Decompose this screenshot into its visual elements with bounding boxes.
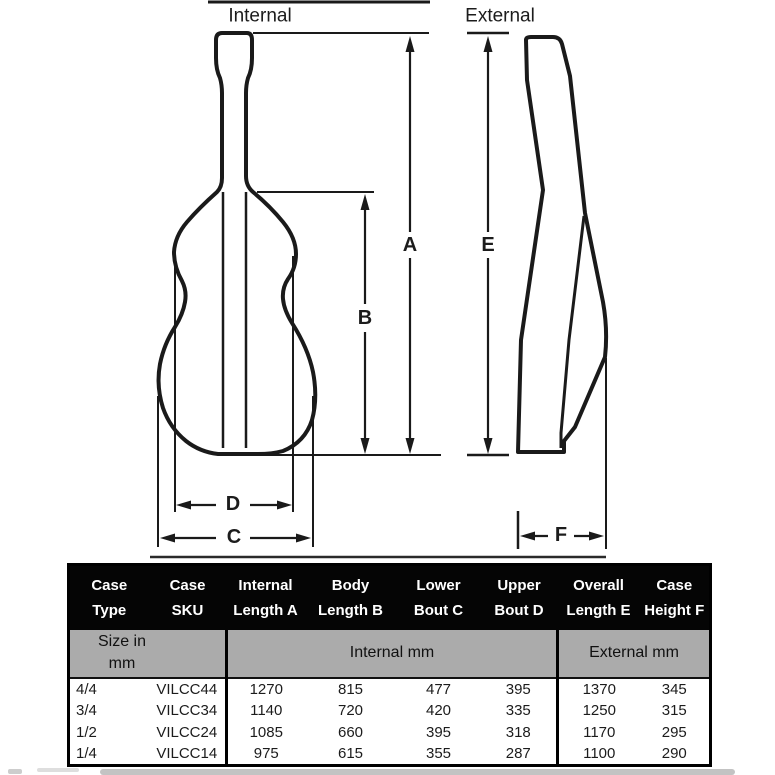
- cell-body-length-b: 615: [305, 744, 397, 766]
- dim-b-label: B: [357, 307, 373, 329]
- dim-e-arrow-up: [484, 36, 493, 52]
- dim-d-label: D: [225, 493, 241, 515]
- cell-case-type: 3/4: [69, 700, 149, 722]
- cell-overall-length-e: 1170: [558, 722, 640, 744]
- col-header-body-length-b: Body Length B: [305, 565, 397, 630]
- dim-c-arrow-left: [160, 534, 175, 543]
- dim-e-label: E: [481, 234, 495, 256]
- cell-lower-bout-c: 477: [397, 678, 481, 700]
- cell-case-height-f: 290: [640, 744, 711, 766]
- dim-d-arrow-right: [277, 501, 292, 510]
- dim-f-arrow-right: [589, 532, 604, 541]
- cell-case-height-f: 345: [640, 678, 711, 700]
- table-row: [69, 722, 711, 744]
- col-header-overall-length-e: Overall Length E: [558, 565, 640, 630]
- dim-a-arrow-down: [406, 438, 415, 454]
- cell-internal-length-a: 1270: [227, 678, 305, 700]
- col-header-case-type: Case Type: [69, 565, 149, 630]
- external-view-label: External: [465, 5, 535, 27]
- dim-f-arrow-left: [520, 532, 535, 541]
- external-mm-cell: External mm: [558, 630, 711, 678]
- cell-internal-length-a: 1085: [227, 722, 305, 744]
- table-row: [69, 744, 711, 766]
- cell-case-type: 1/4: [69, 744, 149, 766]
- dim-c-label: C: [226, 526, 242, 548]
- col-header-upper-bout-d: Upper Bout D: [481, 565, 558, 630]
- cell-upper-bout-d: 287: [481, 744, 558, 766]
- table-row: [69, 700, 711, 722]
- front-view-neck-channel-lines: [223, 192, 246, 448]
- cell-body-length-b: 815: [305, 678, 397, 700]
- side-view: [518, 37, 606, 452]
- dimension-a: [240, 33, 441, 455]
- table-unit-row: [69, 630, 711, 678]
- dimension-d: [175, 256, 293, 515]
- cell-upper-bout-d: 335: [481, 700, 558, 722]
- col-header-lower-bout-c: Lower Bout C: [397, 565, 481, 630]
- cell-case-sku: VILCC44: [149, 678, 227, 700]
- table-row: [69, 678, 711, 700]
- dim-c-extensions: [158, 396, 313, 547]
- dimension-c: [158, 396, 313, 548]
- front-view: [159, 33, 316, 454]
- cell-overall-length-e: 1250: [558, 700, 640, 722]
- cell-internal-length-a: 1140: [227, 700, 305, 722]
- cell-case-sku: VILCC14: [149, 744, 227, 766]
- cell-lower-bout-c: 395: [397, 722, 481, 744]
- cell-body-length-b: 720: [305, 700, 397, 722]
- col-header-case-height-f: Case Height F: [640, 565, 711, 630]
- cell-internal-length-a: 975: [227, 744, 305, 766]
- cell-upper-bout-d: 318: [481, 722, 558, 744]
- cell-case-sku: VILCC34: [149, 700, 227, 722]
- dim-d-extensions: [175, 256, 293, 512]
- cell-case-type: 4/4: [69, 678, 149, 700]
- dim-e-arrow-down: [484, 438, 493, 454]
- cropped-bottom-bar: [100, 769, 735, 775]
- cropped-bottom-mark: [37, 768, 79, 772]
- dimension-b: [257, 192, 374, 454]
- side-view-outline: [518, 37, 606, 452]
- dim-f-label: F: [554, 524, 568, 546]
- dim-d-arrow-left: [176, 501, 191, 510]
- cell-case-sku: VILCC24: [149, 722, 227, 744]
- dim-b-arrow-up: [361, 194, 370, 210]
- cell-overall-length-e: 1370: [558, 678, 640, 700]
- internal-mm-cell: Internal mm: [227, 630, 558, 678]
- cell-case-type: 1/2: [69, 722, 149, 744]
- dim-a-label: A: [402, 234, 418, 256]
- dim-c-arrow-right: [296, 534, 311, 543]
- cell-case-height-f: 295: [640, 722, 711, 744]
- cell-lower-bout-c: 355: [397, 744, 481, 766]
- cell-body-length-b: 660: [305, 722, 397, 744]
- dim-a-arrow-up: [406, 36, 415, 52]
- cell-overall-length-e: 1100: [558, 744, 640, 766]
- internal-view-label: Internal: [228, 5, 292, 27]
- table-header-row: [69, 565, 711, 630]
- dimension-e: [467, 33, 509, 455]
- front-view-outline: [159, 33, 316, 454]
- size-in-mm-cell: Size in mm: [69, 630, 227, 678]
- cell-case-height-f: 315: [640, 700, 711, 722]
- col-header-case-sku: Case SKU: [149, 565, 227, 630]
- cell-lower-bout-c: 420: [397, 700, 481, 722]
- cropped-bottom-dot: [8, 769, 22, 774]
- col-header-internal-length-a: Internal Length A: [227, 565, 305, 630]
- dim-b-arrow-down: [361, 438, 370, 454]
- cell-upper-bout-d: 395: [481, 678, 558, 700]
- case-spec-table: [67, 563, 712, 767]
